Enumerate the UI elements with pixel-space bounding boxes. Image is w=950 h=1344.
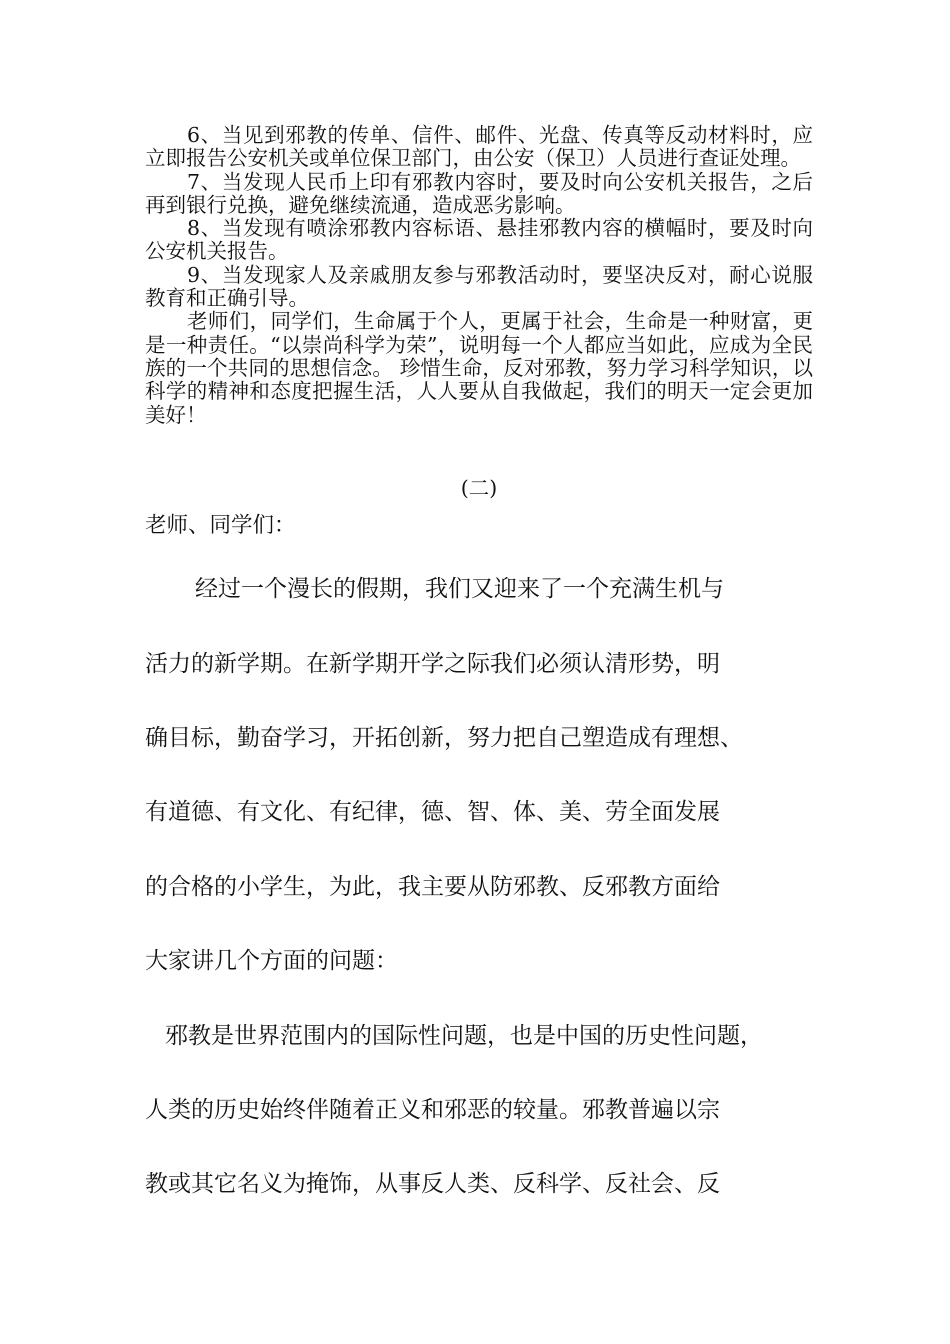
- paragraph-item-8: 8、当发现有喷涂邪教内容标语、悬挂邪教内容的横幅时，要及时向公安机关报告。: [145, 216, 813, 264]
- body-line-1: 经过一个漫长的假期，我们又迎来了一个充满生机与: [195, 576, 724, 602]
- body-line-6: 大家讲几个方面的问题：: [145, 948, 398, 974]
- greeting-line: 老师、同学们：: [145, 513, 296, 538]
- body-line-3: 确目标，勤奋学习，开拓创新，努力把自己塑造成有理想、: [145, 725, 743, 751]
- section-one-text: [145, 124, 813, 427]
- body-line-7: 邪教是世界范围内的国际性问题，也是中国的历史性问题，: [165, 1023, 763, 1049]
- paragraph-item-9: 9、当发现家人及亲戚朋友参与邪教活动时，要坚决反对，耐心说服教育和正确引导。: [145, 262, 813, 311]
- paragraph-conclusion: 老师们，同学们，生命属于个人，更属于社会，生命是一种财富，更是一种责任。“以崇尚科学为荣”，说明每一个人都应当如此，应成为全民族的一个共同的思想信念。 珍惜生命，反对邪教，努力学习科学知识，以科学的精神和态度把握生活，人人要从自我做起，我们的明天一定会更加美好！: [145, 309, 813, 427]
- body-line-2: 活力的新学期。在新学期开学之际我们必须认清形势，明: [145, 651, 720, 677]
- section-two-heading: (二): [460, 476, 498, 500]
- body-line-5: 的合格的小学生，为此，我主要从防邪教、反邪教方面给: [145, 874, 720, 900]
- paragraph-item-7: 7、当发现人民币上印有邪教内容时，要及时向公安机关报告，之后再到银行兑换，避免继续流通，造成恶劣影响。: [145, 169, 813, 217]
- body-line-9: 教或其它名义为掩饰，从事反人类、反科学、反社会、反: [145, 1171, 720, 1197]
- paragraph-item-6: 6、当见到邪教的传单、信件、邮件、光盘、传真等反动材料时，应立即报告公安机关或单位保卫部门，由公安（保卫）人员进行查证处理。: [145, 123, 813, 171]
- body-line-4: 有道德、有文化、有纪律，德、智、体、美、劳全面发展: [145, 799, 720, 825]
- body-line-8: 人类的历史始终伴随着正义和邪恶的较量。邪教普遍以宗: [145, 1097, 720, 1123]
